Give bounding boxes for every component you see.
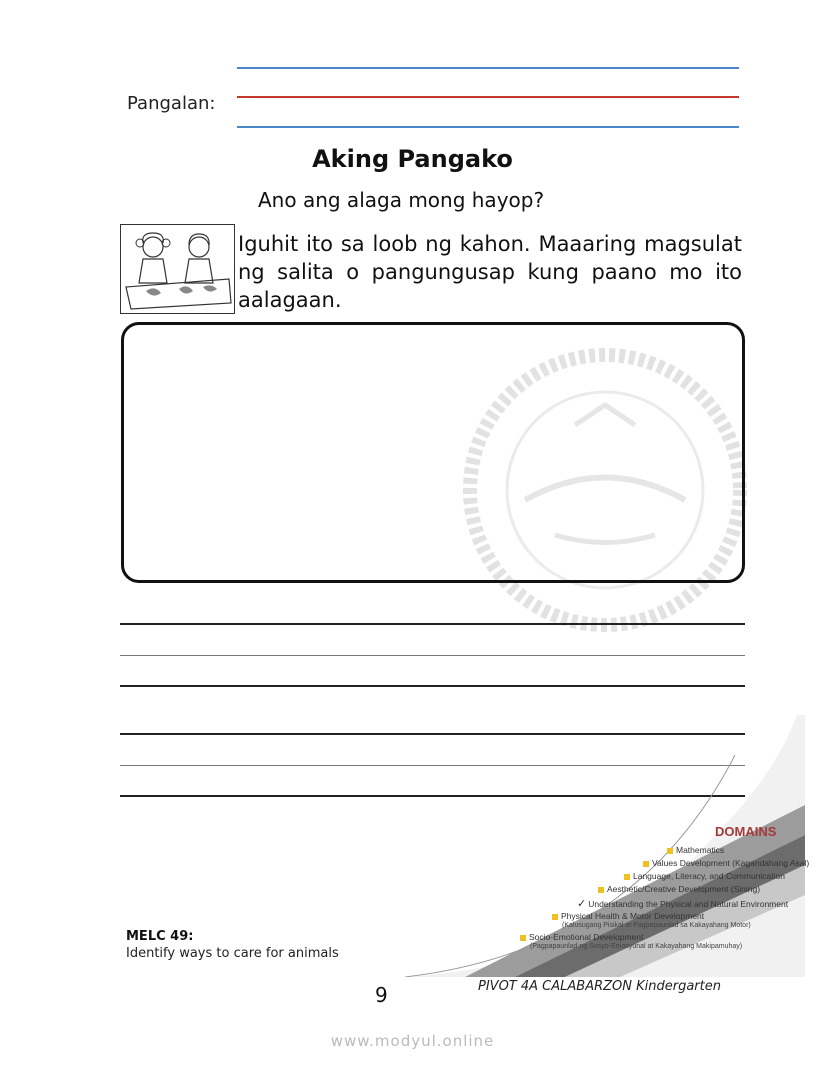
writing-line-1-bottom — [120, 685, 745, 687]
name-middle-line — [237, 96, 739, 98]
children-drawing-illustration — [120, 224, 235, 314]
domain-item: Mathematics — [667, 845, 724, 855]
domain-item: Aesthetic/Creative Development (Sining) — [598, 884, 760, 894]
page-number: 9 — [375, 983, 388, 1007]
bullet-square-icon — [598, 887, 604, 893]
domain-sub: (Pagpapaunlad ng Sosyo-Emosyunal at Kakayahang Makipamuhay) — [530, 943, 743, 950]
writing-line-1-middle — [120, 655, 745, 656]
name-label: Pangalan: — [127, 93, 216, 114]
drawing-box[interactable] — [121, 322, 745, 583]
bullet-square-icon — [520, 935, 526, 941]
name-bottom-line — [237, 126, 739, 128]
domain-item: Physical Health & Motor Development — [552, 911, 704, 921]
domain-item: Socio-Emotional Development — [520, 932, 643, 942]
bullet-square-icon — [667, 848, 673, 854]
bullet-square-icon — [624, 874, 630, 880]
page-title: Aking Pangako — [312, 145, 513, 173]
domain-item-checked: ✓ Understanding the Physical and Natural Environment — [577, 898, 789, 910]
domains-title: DOMAINS — [715, 824, 777, 839]
domain-sub: (Kalusugang Pisikal at Pagpapaunlad sa Kakayahang Motor) — [562, 922, 751, 929]
instruction-text: Iguhit ito sa loob ng kahon. Maaaring magsulat ng salita o pangungusap kung paano mo ito aalagaan. — [238, 232, 742, 312]
bullet-square-icon — [552, 914, 558, 920]
melc-text: Identify ways to care for animals — [126, 946, 339, 961]
writing-line-1-top — [120, 623, 745, 625]
domain-item: Values Development (Kagandahang Asal) — [643, 858, 809, 868]
domain-item: Language, Literacy, and Communication — [624, 871, 785, 881]
name-top-line — [237, 67, 739, 69]
checkmark-icon: ✓ — [577, 898, 587, 910]
bullet-square-icon — [643, 861, 649, 867]
melc-title: MELC 49: — [126, 929, 194, 944]
footer-title: PIVOT 4A CALABARZON Kindergarten — [478, 979, 721, 994]
site-watermark: www.modyul.online — [330, 1032, 495, 1050]
question-text: Ano ang alaga mong hayop? — [258, 188, 545, 212]
